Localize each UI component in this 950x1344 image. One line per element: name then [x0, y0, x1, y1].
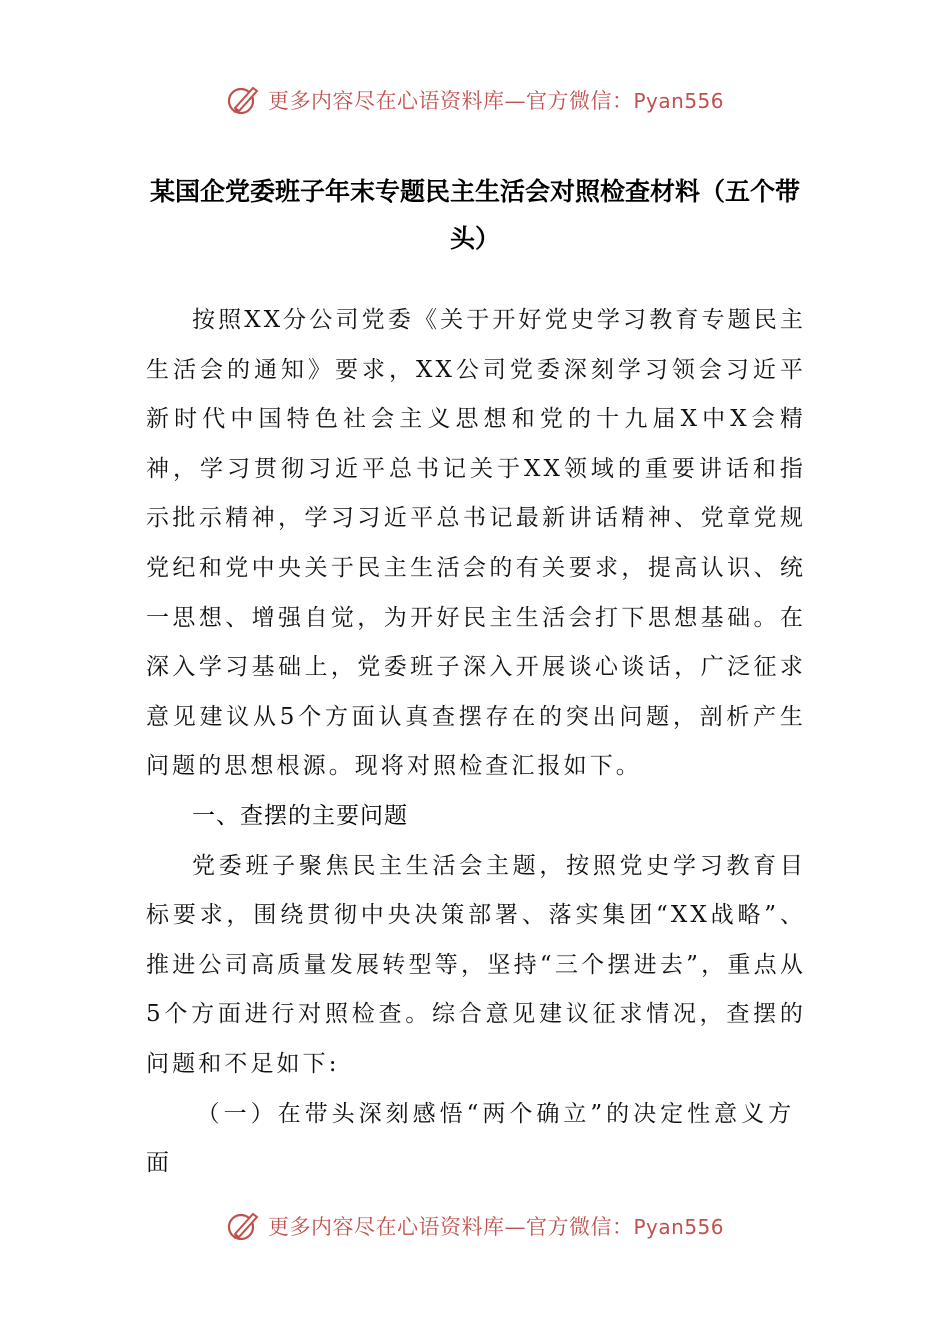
section-paragraph: 党委班子聚焦民主生活会主题，按照党史学习教育目标要求，围绕贯彻中央决策部署、落实集团“XX战略”、推进公司高质量发展转型等，坚持“三个摆进去”，重点从5个方面进行对照检查。综合意见建议征求情况，查摆的问题和不足如下:	[146, 852, 806, 1077]
document-body	[146, 296, 806, 1189]
section-heading: 一、查摆的主要问题	[192, 802, 408, 829]
subsection-heading: （一）在带头深刻感悟“两个确立”的决定性意义方面	[146, 1100, 796, 1177]
pen-circle-logo-icon	[226, 82, 262, 118]
intro-paragraph: 按照XX分公司党委《关于开好党史学习教育专题民主生活会的通知》要求，XX公司党委深刻学习领会习近平新时代中国特色社会主义思想和党的十九届X中X会精神，学习贯彻习近平总书记关于XX领域的重要讲话和指示批示精神，学习习近平总书记最新讲话精神、党章党规党纪和党中央关于民主生活会的有关要求，提高认识、统一思想、增强自觉，为开好民主生活会打下思想基础。在深入学习基础上，党委班子深入开展谈心谈话，广泛征求意见建议从5个方面认真查摆存在的突出问题，剖析产生问题的思想根源。现将对照检查汇报如下。	[146, 307, 806, 780]
watermark-text: 更多内容尽在心语资料库—官方微信：Pyan556	[267, 89, 724, 113]
watermark-text: 更多内容尽在心语资料库—官方微信：Pyan556	[267, 1215, 724, 1239]
watermark-footer	[0, 1208, 950, 1244]
watermark-header	[0, 82, 950, 118]
pen-circle-logo-icon	[226, 1208, 262, 1244]
document-title: 某国企党委班子年末专题民主生活会对照检查材料（五个带头）	[149, 177, 800, 253]
